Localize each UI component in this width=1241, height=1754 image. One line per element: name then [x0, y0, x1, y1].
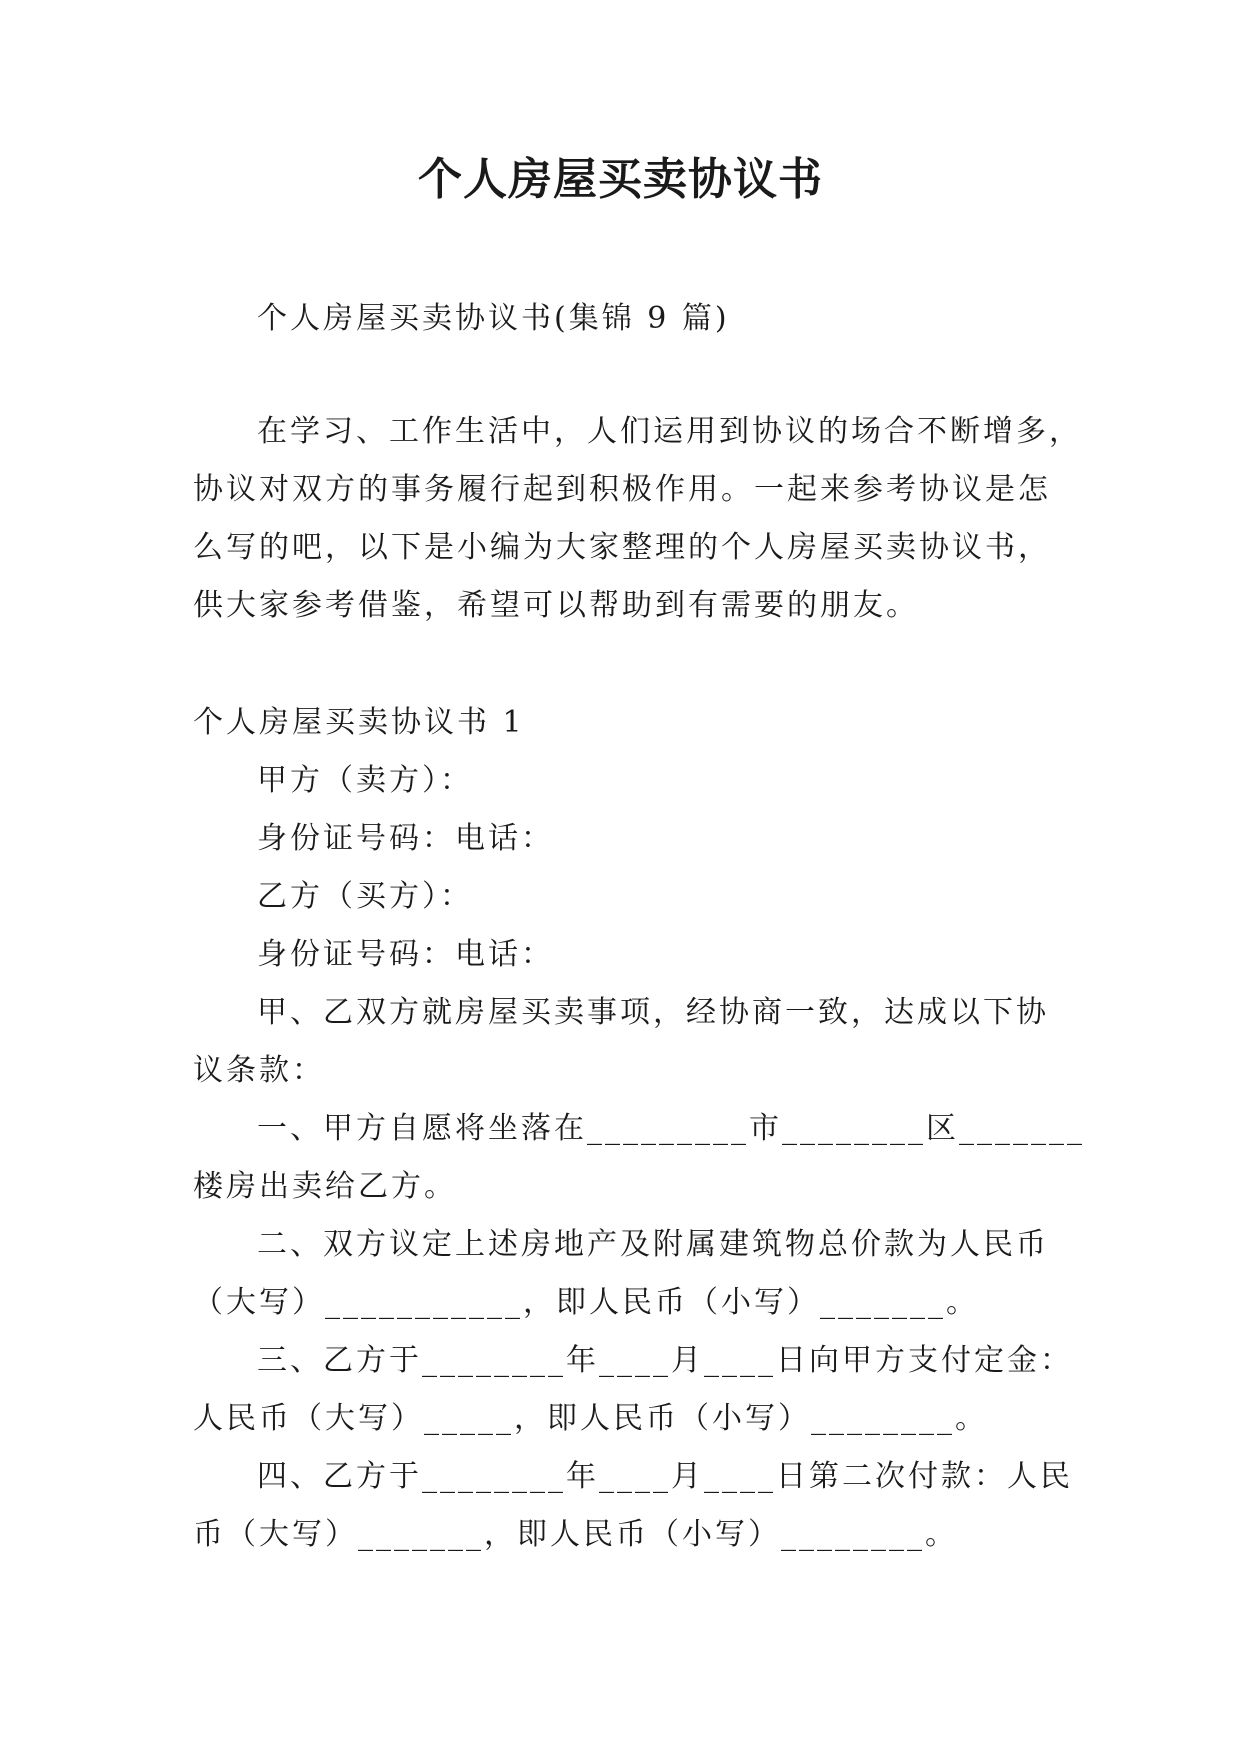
- clause-2-line: 二、双方议定上述房地产及附属建筑物总价款为人民币: [257, 1227, 1049, 1262]
- intro-line: 在学习、工作生活中，人们运用到协议的场合不断增多，: [257, 414, 1082, 449]
- party-b-id-phone: 身份证号码：电话：: [257, 937, 554, 972]
- section-heading: 个人房屋买卖协议书 1: [193, 705, 525, 740]
- clause-2-line: （大写）___________，即人民币（小写）_______。: [193, 1285, 979, 1320]
- party-a-id-phone: 身份证号码：电话：: [257, 821, 554, 856]
- intro-paragraph: [193, 403, 1082, 635]
- agreement-body: [193, 752, 1085, 1564]
- intro-line: 协议对双方的事务履行起到积极作用。一起来参考协议是怎: [193, 472, 1051, 507]
- clause-4-line: 四、乙方于________年____月____日第二次付款：人民: [257, 1459, 1073, 1494]
- document-subtitle: 个人房屋买卖协议书(集锦 9 篇): [257, 301, 730, 336]
- clause-3-line: 人民币（大写）_____，即人民币（小写）________。: [193, 1401, 988, 1436]
- preamble-line: 甲、乙双方就房屋买卖事项，经协商一致，达成以下协: [257, 995, 1049, 1030]
- clause-4-line: 币（大写）_______，即人民币（小写）________。: [193, 1517, 958, 1552]
- intro-line: 供大家参考借鉴，希望可以帮助到有需要的朋友。: [193, 588, 919, 623]
- clause-1-line: 一、甲方自愿将坐落在_________市________区_______: [257, 1111, 1085, 1146]
- party-b-label: 乙方（买方）：: [257, 879, 473, 914]
- preamble-line: 议条款：: [193, 1053, 325, 1088]
- clause-1-line: 楼房出卖给乙方。: [193, 1169, 457, 1204]
- document-title: 个人房屋买卖协议书: [418, 154, 823, 205]
- party-a-label: 甲方（卖方）：: [257, 763, 473, 798]
- clause-3-line: 三、乙方于________年____月____日向甲方支付定金：: [257, 1343, 1073, 1378]
- intro-line: 么写的吧，以下是小编为大家整理的个人房屋买卖协议书，: [193, 530, 1051, 565]
